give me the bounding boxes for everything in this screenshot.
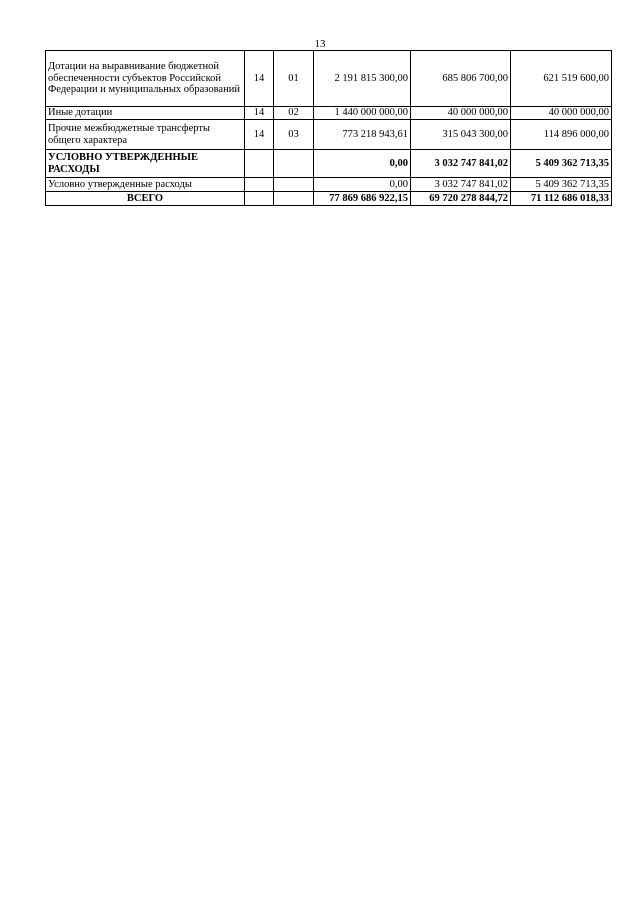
table-row	[46, 51, 612, 107]
row-name: Иные дотации	[46, 107, 245, 120]
row-name: Дотации на выравнивание бюджетной обеспеченности субъектов Российской Федерации и муниципальных образований	[46, 51, 245, 107]
table-row	[46, 120, 612, 150]
row-subsection	[274, 192, 314, 206]
budget-table	[45, 50, 612, 206]
row-section	[245, 150, 274, 178]
row-section: 14	[245, 107, 274, 120]
row-year1-amount: 2 191 815 300,00	[314, 51, 411, 107]
row-year2-amount: 3 032 747 841,02	[411, 178, 511, 192]
row-year1-amount: 0,00	[314, 178, 411, 192]
row-year2-amount: 315 043 300,00	[411, 120, 511, 150]
row-year1-amount: 1 440 000 000,00	[314, 107, 411, 120]
row-year3-amount: 5 409 362 713,35	[511, 178, 612, 192]
row-subsection: 01	[274, 51, 314, 107]
row-year3-amount: 5 409 362 713,35	[511, 150, 612, 178]
row-section	[245, 192, 274, 206]
row-name: Условно утвержденные расходы	[46, 178, 245, 192]
page-number: 13	[314, 38, 326, 50]
row-year2-amount: 69 720 278 844,72	[411, 192, 511, 206]
row-section	[245, 178, 274, 192]
table-row	[46, 178, 612, 192]
table-row	[46, 107, 612, 120]
row-year3-amount: 40 000 000,00	[511, 107, 612, 120]
row-year3-amount: 621 519 600,00	[511, 51, 612, 107]
row-year2-amount: 3 032 747 841,02	[411, 150, 511, 178]
row-name: Прочие межбюджетные трансферты общего характера	[46, 120, 245, 150]
row-year2-amount: 685 806 700,00	[411, 51, 511, 107]
row-name: УСЛОВНО УТВЕРЖДЕННЫЕ РАСХОДЫ	[46, 150, 245, 178]
row-year3-amount: 114 896 000,00	[511, 120, 612, 150]
row-subsection: 02	[274, 107, 314, 120]
row-year2-amount: 40 000 000,00	[411, 107, 511, 120]
row-year1-amount: 0,00	[314, 150, 411, 178]
row-year3-amount: 71 112 686 018,33	[511, 192, 612, 206]
table-row	[46, 192, 612, 206]
row-section: 14	[245, 120, 274, 150]
row-name: ВСЕГО	[46, 192, 245, 206]
row-year1-amount: 773 218 943,61	[314, 120, 411, 150]
row-subsection: 03	[274, 120, 314, 150]
row-year1-amount: 77 869 686 922,15	[314, 192, 411, 206]
row-subsection	[274, 150, 314, 178]
row-subsection	[274, 178, 314, 192]
table-row	[46, 150, 612, 178]
row-section: 14	[245, 51, 274, 107]
